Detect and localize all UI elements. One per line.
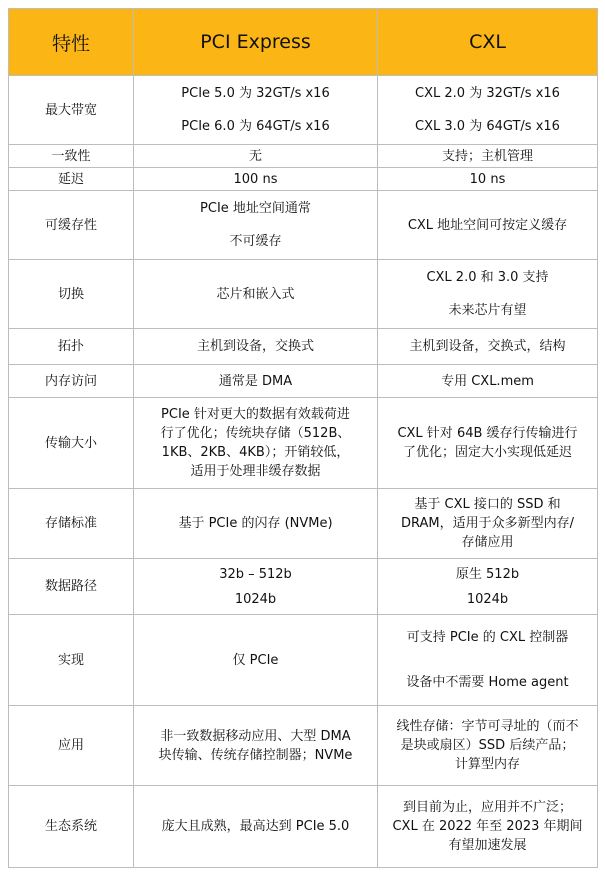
feature-cell: [9, 329, 134, 365]
feature-label: 可缓存性: [44, 217, 97, 233]
feature-label: 切换: [57, 286, 84, 302]
cxl-text: 到目前为止，应用并不广泛；: [402, 800, 572, 815]
table-body: [9, 76, 598, 868]
cxl-cell: [378, 559, 598, 615]
pcie-text: PCIe 地址空间通常: [200, 201, 311, 216]
table-row: [9, 559, 598, 615]
cxl-text: 线性存储：字节可寻址的（而不: [396, 719, 579, 734]
pcie-cell: [134, 76, 378, 145]
pcie-cell: [134, 559, 378, 615]
cxl-text: CXL 针对 64B 缓存行传输进行: [397, 426, 578, 441]
pcie-text: 1024b: [234, 591, 277, 607]
cxl-text: 专用 CXL.mem: [441, 373, 534, 389]
feature-label: 内存访问: [44, 373, 97, 389]
cxl-cell: [378, 706, 598, 786]
pcie-text: 无: [248, 148, 262, 164]
pcie-cell: [134, 145, 378, 168]
cxl-text: CXL 3.0 为 64GT/s x16: [415, 119, 560, 134]
cxl-text: 是块或扇区）SSD 后续产品；: [400, 738, 575, 753]
cxl-text: 存储应用: [461, 535, 514, 550]
feature-cell: [9, 489, 134, 559]
pcie-text: 基于 PCIe 的闪存 (NVMe): [178, 516, 333, 531]
cxl-text: 可支持 PCIe 的 CXL 控制器: [406, 630, 569, 645]
feature-label: 数据路径: [44, 579, 97, 594]
feature-cell: [9, 191, 134, 260]
cxl-text: 计算型内存: [454, 757, 520, 772]
cxl-text: 1024b: [466, 591, 509, 607]
pcie-cell: [134, 786, 378, 868]
table-row: [9, 329, 598, 365]
cxl-text: CXL 2.0 和 3.0 支持: [426, 270, 549, 285]
pcie-cell: [134, 191, 378, 260]
feature-cell: [9, 615, 134, 706]
feature-label: 应用: [57, 738, 84, 753]
cxl-cell: [378, 615, 598, 706]
pcie-text: 非一致数据移动应用、大型 DMA: [160, 728, 351, 744]
cxl-text: CXL 2.0 为 32GT/s x16: [415, 86, 560, 101]
table-row: [9, 168, 598, 191]
table-row: [9, 191, 598, 260]
pcie-text: 芯片和嵌入式: [216, 286, 295, 302]
cxl-text: CXL 地址空间可按定义缓存: [407, 217, 568, 233]
feature-label: 最大带宽: [44, 102, 97, 118]
pcie-cell: [134, 365, 378, 398]
pcie-text: 1KB、2KB、4KB）；开销较低，: [161, 445, 350, 460]
table-row: [9, 489, 598, 559]
pcie-text: 主机到设备，交换式: [196, 339, 314, 354]
table-row: [9, 365, 598, 398]
feature-cell: [9, 145, 134, 168]
table-row: [9, 145, 598, 168]
feature-label: 实现: [57, 652, 84, 668]
feature-cell: [9, 260, 134, 329]
feature-cell: [9, 559, 134, 615]
cxl-cell: [378, 329, 598, 365]
pcie-cell: [134, 489, 378, 559]
feature-cell: [9, 786, 134, 868]
pcie-cell: [134, 615, 378, 706]
pcie-cell: [134, 706, 378, 786]
feature-cell: [9, 365, 134, 398]
cxl-text: 支持；主机管理: [441, 148, 533, 164]
feature-cell: [9, 168, 134, 191]
feature-cell: [9, 706, 134, 786]
cxl-text: 设备中不需要 Home agent: [406, 675, 569, 690]
cxl-cell: [378, 786, 598, 868]
cxl-text: 了优化；固定大小实现低延迟: [402, 445, 572, 460]
cxl-text: 有望加速发展: [448, 838, 527, 853]
table-header: [9, 9, 598, 76]
feature-label: 一致性: [51, 148, 91, 164]
table-row: [9, 260, 598, 329]
pcie-text: 行了优化；传统块存储（512B、: [160, 426, 351, 441]
pcie-text: 通常是 DMA: [218, 373, 293, 389]
cxl-cell: [378, 168, 598, 191]
header-cxl: CXL: [378, 9, 598, 76]
table-row: [9, 398, 598, 489]
pcie-text: 适用于处理非缓存数据: [190, 464, 321, 479]
cxl-text: CXL 在 2022 年至 2023 年期间: [392, 819, 583, 834]
feature-label: 生态系统: [44, 819, 97, 834]
pcie-text: 32b – 512b: [219, 566, 292, 582]
comparison-table: [8, 8, 598, 868]
cxl-text: 未来芯片有望: [448, 303, 527, 318]
table-row: [9, 706, 598, 786]
cxl-cell: [378, 76, 598, 145]
pcie-text: 不可缓存: [229, 234, 282, 249]
feature-label: 延迟: [57, 171, 84, 187]
cxl-cell: [378, 365, 598, 398]
pcie-text: PCIe 5.0 为 32GT/s x16: [181, 86, 330, 101]
pcie-cell: [134, 168, 378, 191]
pcie-text: 庞大且成熟，最高达到 PCIe 5.0: [161, 819, 350, 834]
feature-label: 传输大小: [44, 435, 97, 451]
cxl-cell: [378, 191, 598, 260]
pcie-text: PCIe 6.0 为 64GT/s x16: [181, 119, 330, 134]
cxl-cell: [378, 398, 598, 489]
pcie-cell: [134, 329, 378, 365]
feature-cell: [9, 76, 134, 145]
cxl-cell: [378, 145, 598, 168]
pcie-text: 100 ns: [233, 171, 278, 187]
comparison-table-container: [8, 8, 597, 868]
pcie-cell: [134, 398, 378, 489]
feature-cell: [9, 398, 134, 489]
header-pcie: PCI Express: [134, 9, 378, 76]
table-row: [9, 615, 598, 706]
table-row: [9, 76, 598, 145]
cxl-text: 原生 512b: [455, 566, 520, 582]
cxl-text: 10 ns: [469, 171, 506, 187]
feature-label: 拓扑: [57, 339, 84, 354]
header-feature: 特性: [9, 9, 134, 76]
cxl-text: 主机到设备，交换式，结构: [409, 339, 566, 354]
cxl-text: DRAM，适用于众多新型内存/: [400, 516, 574, 531]
pcie-text: PCIe 针对更大的数据有效载荷进: [161, 407, 350, 422]
feature-label: 存储标准: [44, 516, 97, 531]
pcie-cell: [134, 260, 378, 329]
table-row: [9, 786, 598, 868]
cxl-cell: [378, 489, 598, 559]
pcie-text: 块传输、传统存储控制器；NVMe: [158, 747, 353, 763]
pcie-text: 仅 PCIe: [232, 652, 279, 668]
header-row: [9, 9, 598, 76]
cxl-text: 基于 CXL 接口的 SSD 和: [414, 497, 561, 512]
cxl-cell: [378, 260, 598, 329]
